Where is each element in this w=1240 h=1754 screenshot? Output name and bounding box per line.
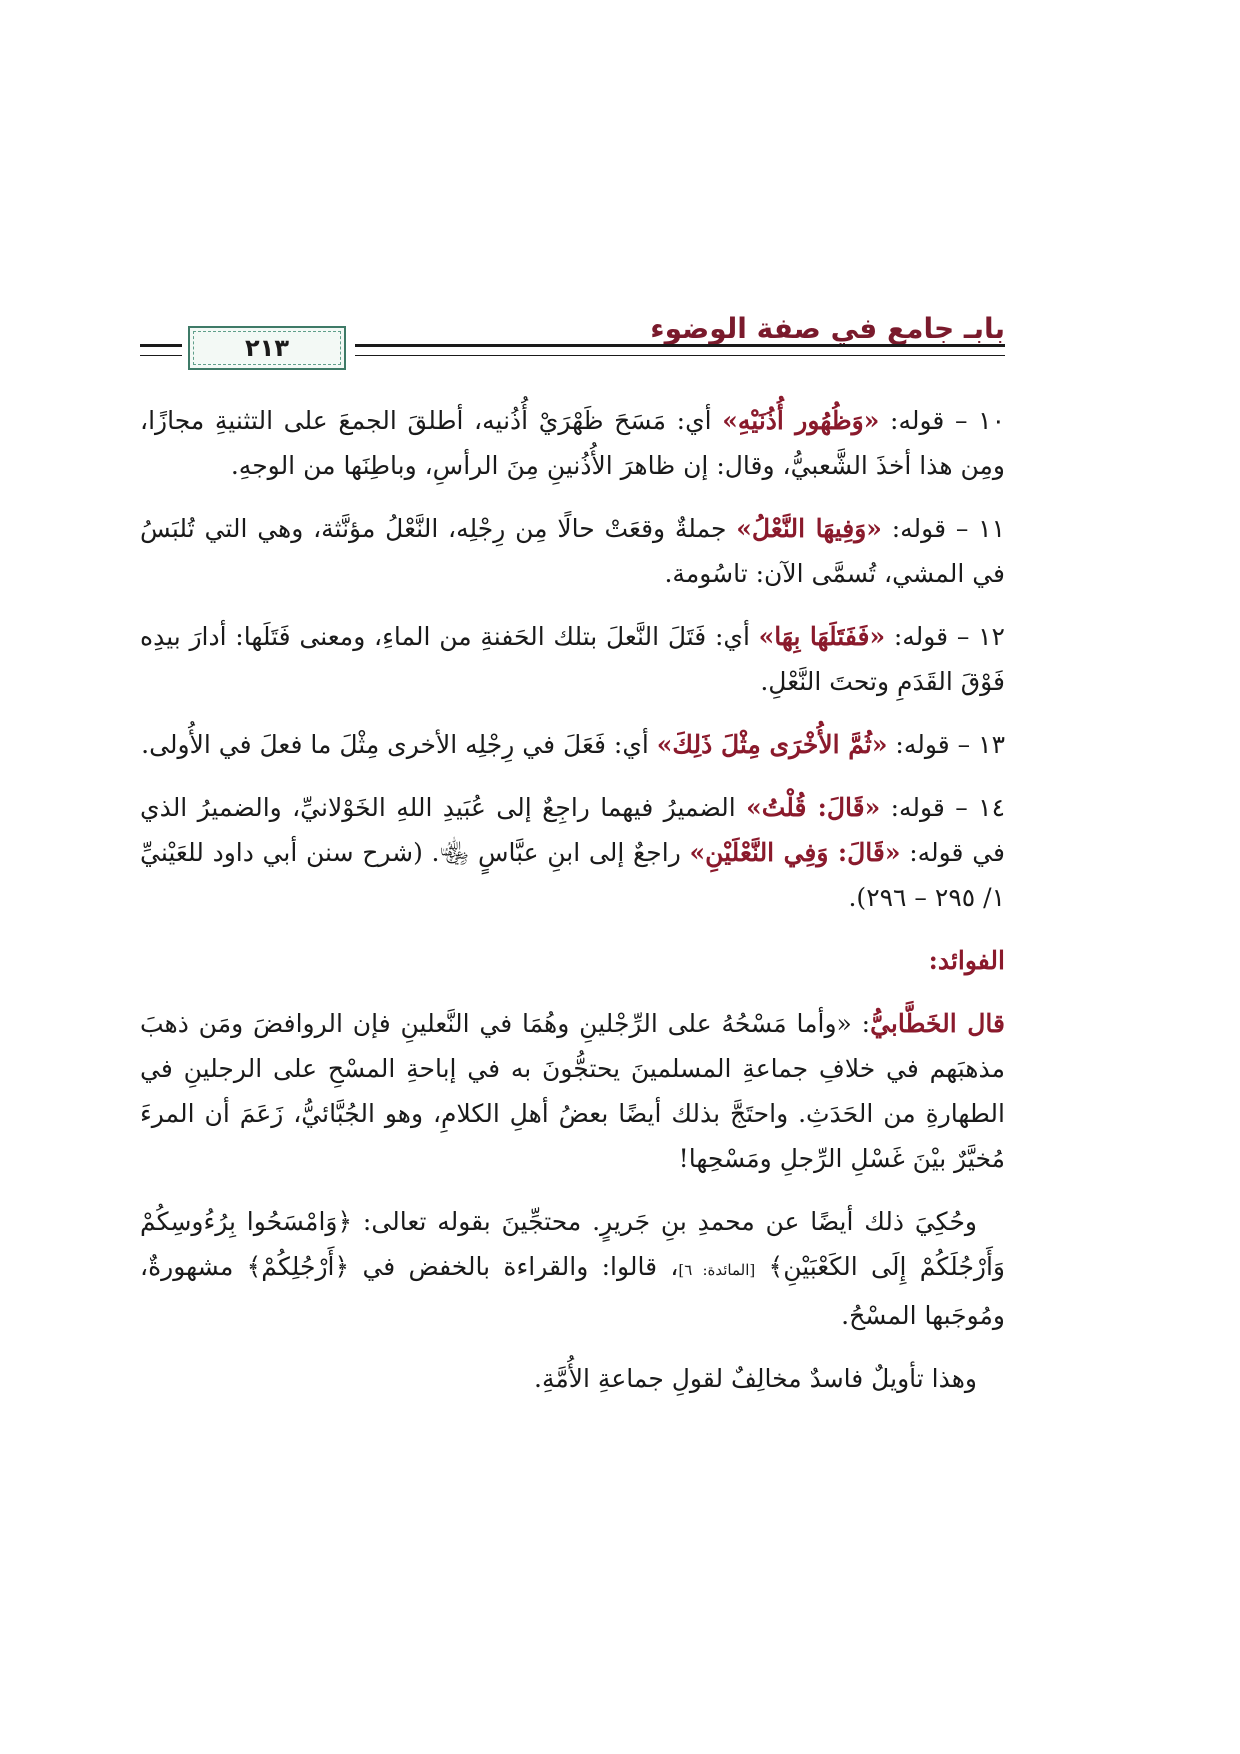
page-number-badge bbox=[188, 326, 346, 370]
paragraph-text: : «وأما مَسْحُهُ على الرِّجْلينِ وهُمَا في النَّعلينِ فإن الروافضَ ومَن ذهبَ مذهبَهم في خلافِ جماعةِ المسلمينَ يحتجُّونَ به في إباحةِ المسْحِ على الرجلينِ في الطهارةِ من الحَدَثِ. واحتَجَّ بذلك أيضًا بعضُ أهلِ الكلامِ، وهو الجُبَّائيُّ، زَعَمَ أن المرءَ مُخيَّرٌ بيْنَ غَسْلِ الرِّجلِ ومَسْحِها! bbox=[140, 1009, 1005, 1173]
benefits-heading: الفوائد: bbox=[928, 946, 1005, 975]
scholar-name: قال الخَطَّابيُّ bbox=[870, 1009, 1005, 1038]
item-number: ١٠ – bbox=[944, 406, 1005, 435]
paragraph-text: ، قالوا: والقراءة بالخفض في ﴿أَرْجُلِكُمْ﴾ مشهورةٌ، ومُوجَبها المسْحُ. bbox=[140, 1252, 1005, 1330]
hadith-quote: «ثُمَّ الأُخْرَى مِثْلَ ذَلِكَ» bbox=[656, 730, 888, 759]
item-text: أي: فَتَلَ النَّعلَ بتلك الحَفنةِ من الماءِ، ومعنى فَتَلَها: أدارَ بيدِه فَوْقَ القَدَمِ وتحتَ النَّعْلِ. bbox=[140, 622, 1005, 696]
benefits-paragraph-1 bbox=[140, 1001, 1005, 1181]
item-number: ١٣ – bbox=[949, 730, 1005, 759]
commentary-item-12 bbox=[140, 614, 1005, 704]
commentary-item-14 bbox=[140, 785, 1005, 920]
benefits-paragraph-2 bbox=[140, 1199, 1005, 1338]
item-lead: قوله: bbox=[880, 793, 945, 822]
commentary-item-11 bbox=[140, 506, 1005, 596]
item-number: ١١ – bbox=[946, 514, 1005, 543]
item-lead: قوله: bbox=[879, 406, 945, 435]
page-number: ٢١٣ bbox=[245, 334, 289, 362]
hadith-quote: «فَفَتَلَهَا بِهَا» bbox=[758, 622, 886, 651]
chapter-title: بابـ جامع في صفة الوضوء bbox=[650, 312, 1005, 345]
header-rule-right bbox=[355, 344, 1005, 356]
verse-reference: [المائدة: ٦] bbox=[678, 1261, 756, 1279]
commentary-item-10 bbox=[140, 398, 1005, 488]
page-body bbox=[140, 398, 1005, 1419]
item-text: جملةٌ وقعَتْ حالًا مِن رِجْلِه، النَّعْلُ مؤنَّثة، وهي التي تُلبَسُ في المشي، تُسمَّى الآن: تاسُومة. bbox=[140, 514, 1005, 588]
item-lead: قوله: bbox=[881, 514, 947, 543]
item-number: ١٤ – bbox=[944, 793, 1005, 822]
item-text: الضميرُ فيهما راجِعٌ إلى عُبَيدِ اللهِ الخَوْلانيِّ، والضميرُ الذي في قوله: bbox=[140, 793, 1005, 867]
hadith-quote: «قَالَ: وَفِي النَّعْلَيْنِ» bbox=[689, 838, 901, 867]
hadith-quote: «وَظُهُور أُذُنَيْهِ» bbox=[722, 406, 880, 435]
page-header bbox=[140, 312, 1005, 382]
item-lead: قوله: bbox=[887, 730, 950, 759]
benefits-paragraph-3: وهذا تأويلٌ فاسدٌ مخالِفٌ لقولِ جماعةِ الأُمَّةِ. bbox=[534, 1364, 977, 1393]
paragraph-text: وحُكِيَ ذلك أيضًا عن محمدِ بنِ جَريرٍ. محتجِّينَ بقوله تعالى: ﴿وَامْسَحُوا بِرُءُوسِكُمْ وَأَرْجُلَكُمْ إِلَى الكَعْبَيْنِ﴾ bbox=[140, 1207, 1005, 1281]
commentary-item-13 bbox=[140, 722, 1005, 767]
item-text: راجعٌ إلى ابنِ عبَّاسٍ ﵄. (شرح سنن أبي داود للعَيْنيِّ ١/ ٢٩٥ – ٢٩٦). bbox=[140, 838, 1005, 912]
hadith-quote: «قَالَ: قُلْتُ» bbox=[746, 793, 881, 822]
hadith-quote: «وَفِيهَا النَّعْلُ» bbox=[736, 514, 882, 543]
item-lead: قوله: bbox=[885, 622, 949, 651]
item-text: أي: مَسَحَ ظَهْرَيْ أُذُنيه، أطلقَ الجمعَ على التثنيةِ مجازًا، ومِن هذا أخذَ الشَّعبيُّ، وقال: إن ظاهرَ الأُذُنينِ مِنَ الرأسِ، وباطِنَها من الوجهِ. bbox=[140, 406, 1005, 480]
item-text: أي: فَعَلَ في رِجْلِه الأخرى مِثْلَ ما فعلَ في الأُولى. bbox=[141, 730, 657, 759]
item-number: ١٢ – bbox=[948, 622, 1005, 651]
header-rule-left bbox=[140, 344, 182, 356]
